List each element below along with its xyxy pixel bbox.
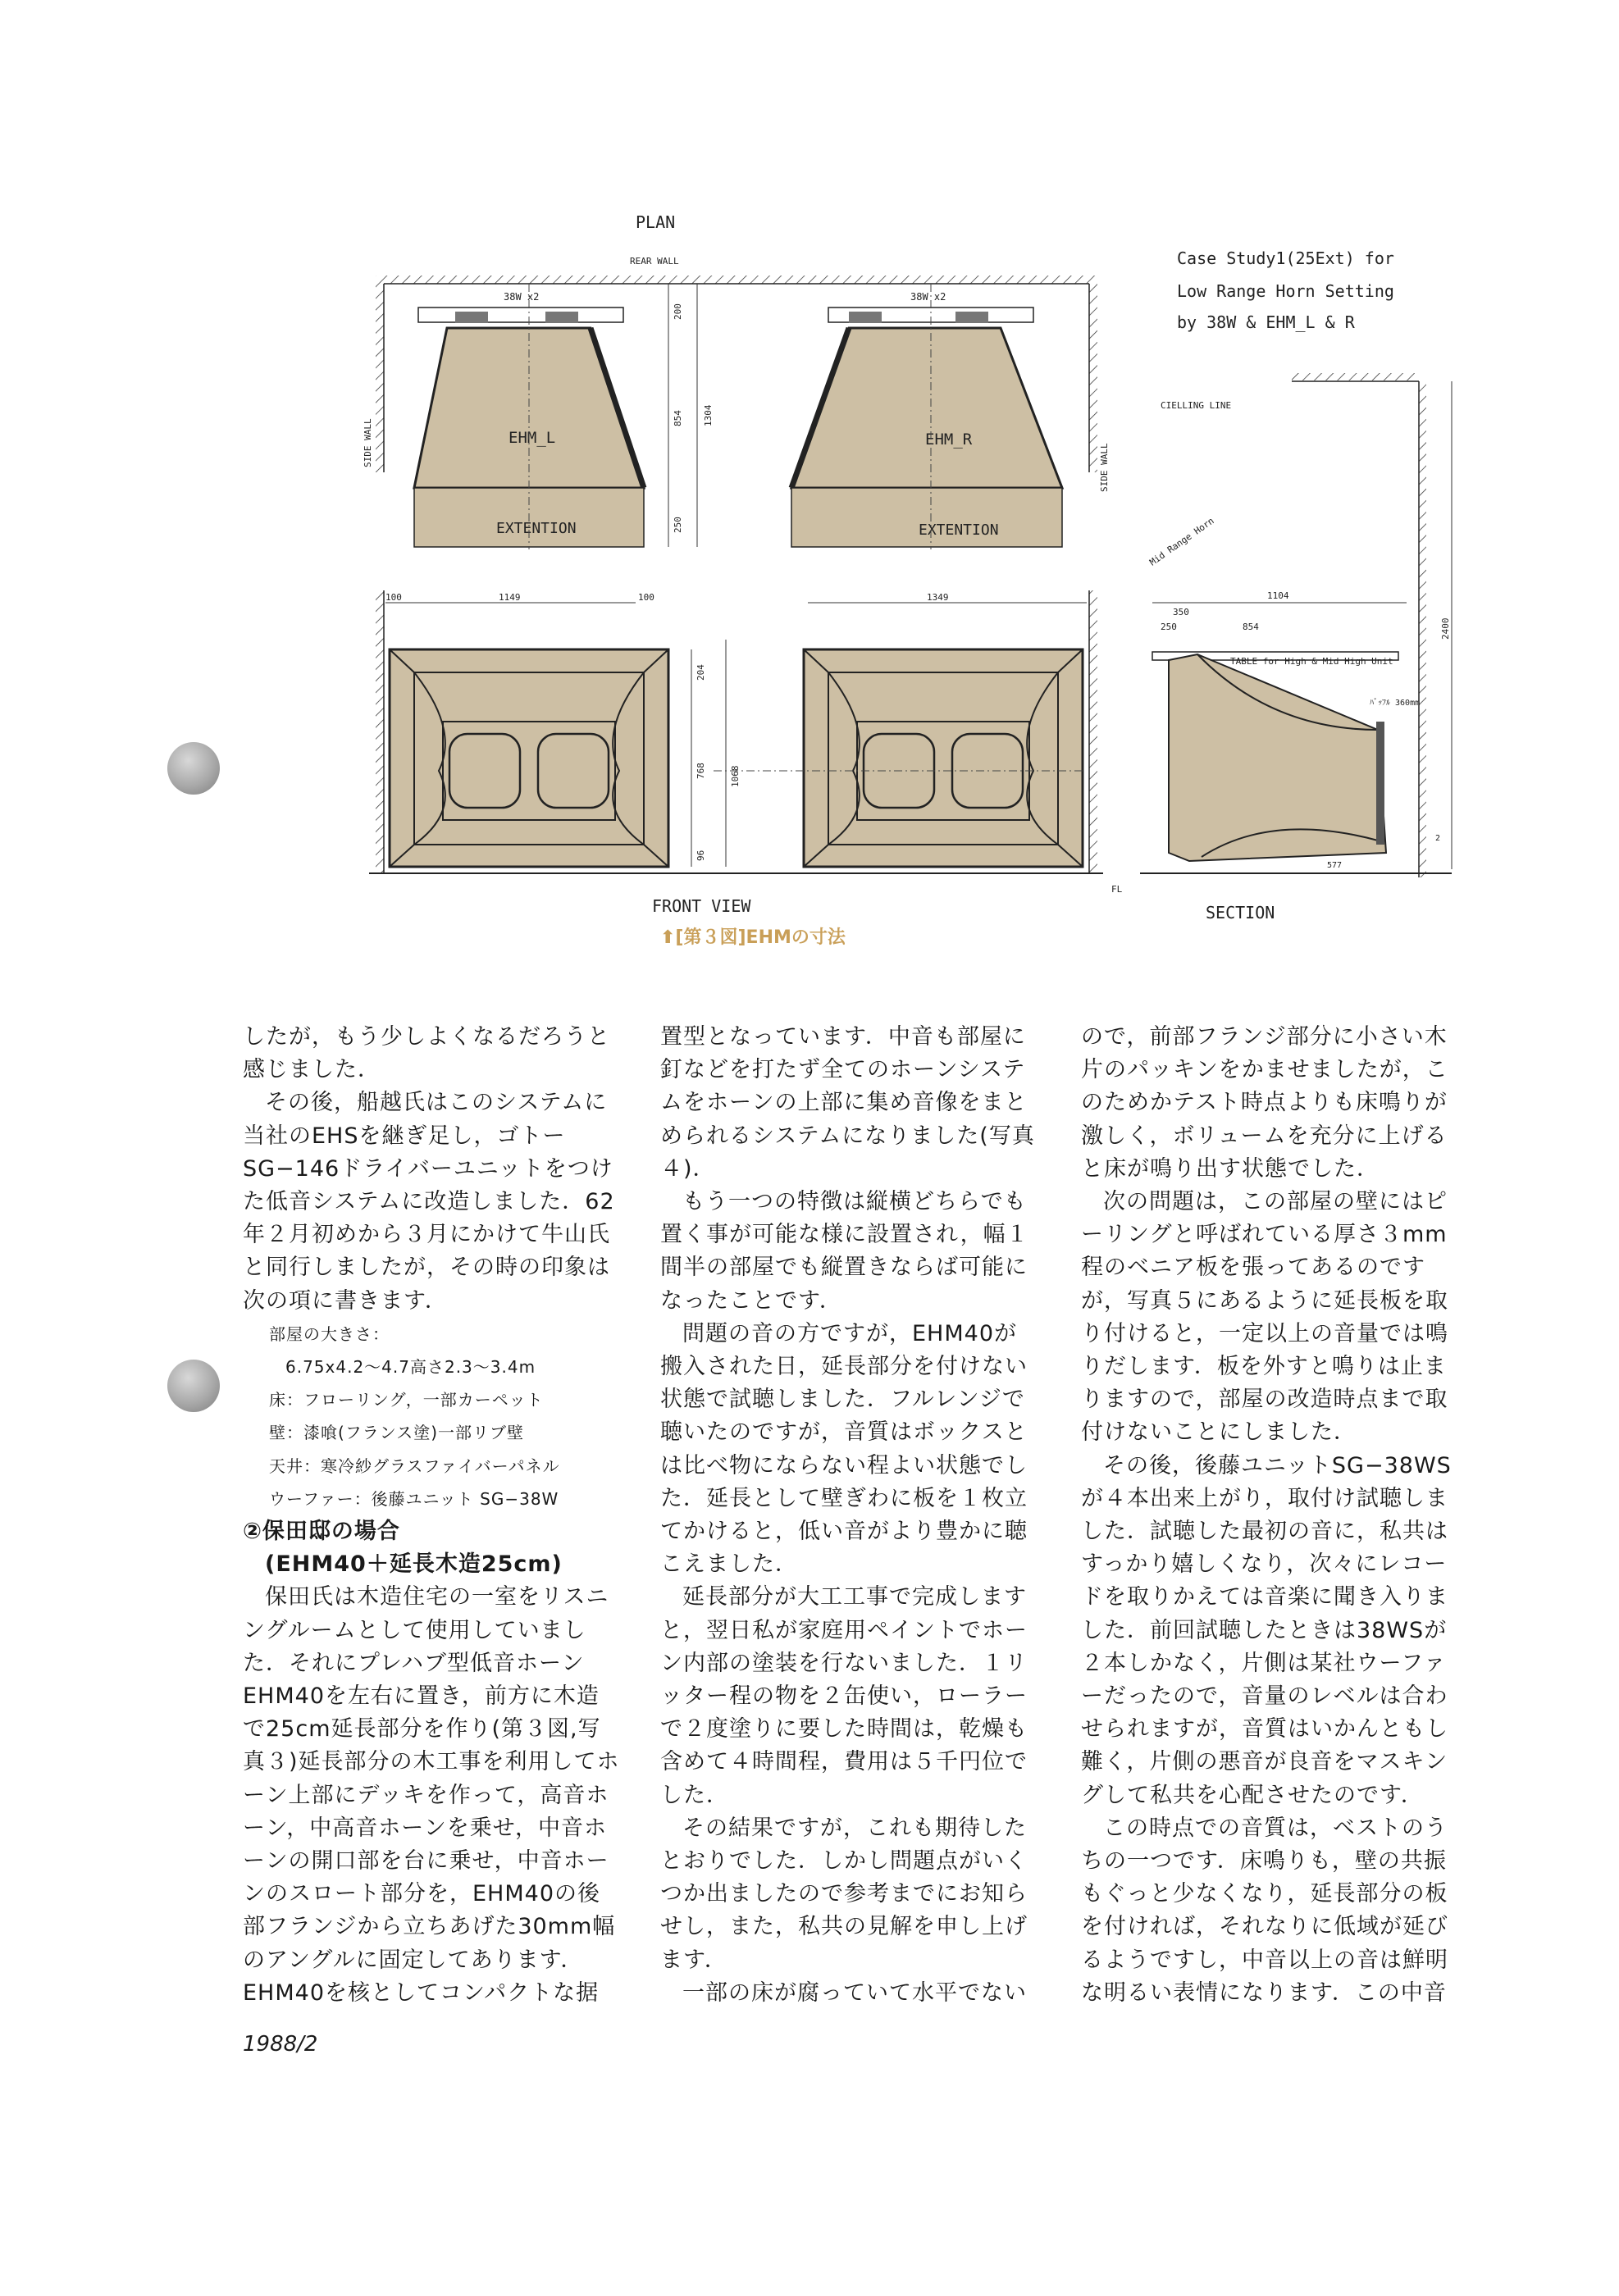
svg-text:204: 204 bbox=[695, 664, 706, 681]
mid-range-horn-label: Mid Range Horn bbox=[1147, 515, 1216, 568]
page-folio: 1988/2 bbox=[243, 2032, 318, 2057]
svg-text:38W x2: 38W x2 bbox=[910, 291, 946, 303]
svg-text:250: 250 bbox=[673, 517, 683, 533]
svg-text:250: 250 bbox=[1161, 622, 1177, 632]
text-column-1: したが，もう少しよくなるだろうと感じました． その後，船越氏はこのシステムに当社のEHSを継ぎ足し，ゴトーSG−146ドライバーユニットをつけた低音システムに改造しました．62年２月初めから３月にかけて牛山氏と同行しましたが，その時の印象は次の項に書きます． 部屋の大きさ： 6.75x4.2〜4.7高さ2.3〜3.4m 床：フローリング，一部カーペット 壁：漆喰(フランス塗)一部リブ壁 天井：寒冷紗グラスファイバーパネル ウーファー：後藤ユニット SG−38W ②保田邸の場合 (EHM40＋延長木造25cm) 保田氏は木造住宅の一室をリスニングルームとして使用していました．それにプレハブ型低音ホーンEHM40を左右に置き，前方に木造で25cm延長部分を作り(第３図,写真３)延長部分の木工事を利用してホーン上部にデッキを作って，高音ホーン，中高音ホーンを乗せ，中音ホーンの開口部を台に乗せ，中音ホーンのスロート部分を，EHM40の後部フランジから立ちあげた30mm幅のアングルに固定してあります．EHM40を核としてコンパクトな据 bbox=[243, 1021, 622, 2010]
text-column-2: 置型となっています．中音も部屋に釘などを打たず全てのホーンシステムをホーンの上部に集め音像をまとめられるシステムになりました(写真４)． もう一つの特徴は縦横どちらでも置く事が可能な様に設置され，幅１間半の部屋でも縦置きならば可能になったことです． 問題の音の方ですが，EHM40が搬入された日，延長部分を付けない状態で試聴しました．フルレンジで聴いたのですが，音質はボックスとは比べ物にならない程よい状態でした．延長として壁ぎわに板を１枚立てかけると，低い音がより豊かに聴こえました． 延長部分が大工工事で完成しますと，翌日私が家庭用ペイントでホーン内部の塗装を行ないました．１リッター程の物を２缶使い，ローラーで２度塗りに要した時間は，乾燥も含めて４時間程，費用は５千円位でした． その結果ですが，これも期待したとおりでした．しかし問題点がいくつか出ましたので参考までにお知らせし，また，私共の見解を申し上げます． 一部の床が腐っていて水平でない bbox=[660, 1024, 1035, 2006]
svg-text:FL: FL bbox=[1111, 884, 1123, 895]
ehm-right-plan bbox=[791, 328, 1062, 488]
extention-left-label: EXTENTION bbox=[496, 520, 577, 537]
svg-text:1068: 1068 bbox=[730, 765, 741, 787]
svg-text:100: 100 bbox=[385, 592, 402, 603]
ehm-dimension-drawing bbox=[353, 205, 1484, 927]
svg-text:768: 768 bbox=[695, 763, 706, 779]
svg-text:350: 350 bbox=[1173, 607, 1189, 617]
svg-text:577: 577 bbox=[1327, 861, 1343, 870]
ceiling-line-label: CIELLING LINE bbox=[1161, 400, 1232, 411]
svg-text:2: 2 bbox=[1435, 834, 1441, 843]
svg-text:1149: 1149 bbox=[499, 592, 521, 603]
figure-caption: ⬆[第３図]EHMの寸法 bbox=[660, 927, 846, 948]
svg-text:TABLE for High & Mid High Unit: TABLE for High & Mid High Unit bbox=[1230, 656, 1393, 667]
ehm-left-front bbox=[390, 649, 668, 867]
section-heading: ②保田邸の場合 bbox=[243, 1519, 400, 1545]
extention-right-label: EXTENTION bbox=[919, 522, 999, 539]
side-wall-right bbox=[1089, 284, 1097, 472]
ehm-right-front bbox=[804, 649, 1083, 867]
punch-hole-bottom bbox=[167, 1360, 220, 1412]
svg-text:Low Range Horn Setting: Low Range Horn Setting bbox=[1177, 281, 1394, 301]
svg-text:854: 854 bbox=[1243, 622, 1259, 632]
front-view-label: FRONT VIEW bbox=[652, 896, 751, 916]
svg-text:Case Study1(25Ext) for: Case Study1(25Ext) for bbox=[1177, 248, 1394, 268]
side-wall-left-label: SIDE WALL bbox=[363, 418, 373, 467]
svg-text:1304: 1304 bbox=[703, 404, 714, 426]
svg-text:2400: 2400 bbox=[1440, 617, 1451, 640]
svg-text:38W x2: 38W x2 bbox=[504, 291, 540, 303]
plan-title: PLAN bbox=[636, 212, 676, 232]
svg-text:100: 100 bbox=[638, 592, 654, 603]
text-column-3: ので，前部フランジ部分に小さい木片のパッキンをかませましたが，このためかテスト時点よりも床鳴りが激しく，ボリュームを充分に上げると床が鳴り出す状態でした． 次の問題は，この部屋の壁にはピーリングと呼ばれている厚さ３mm程のベニア板を張ってあるのですが，写真５にあるように延長板を取り付けると，一定以上の音量では鳴りだします．板を外すと鳴りは止まりますので，部屋の改造時点まで取付けないことにしました． その後，後藤ユニットSG−38WSが４本出来上がり，取付け試聴しました．試聴した最初の音に，私共はすっかり嬉しくなり，次々にレコードを取りかえては音楽に聞き入りました．前回試聴したときは38WSが２本しかなく，片側は某社ウーファーだったので，音量のレベルは合わせられますが，音質はいかんともし難く，片側の悪音が良音をマスキングして私共を心配させたのです． この時点での音質は，ベストのうちの一つです．床鳴りも，壁の共振もぐっと少なくなり，延長部分の板を付ければ，それなりに低域が延びるようですし，中音以上の音は鮮明な明るい表情になります．この中音 bbox=[1081, 1024, 1452, 2006]
svg-text:ﾊﾞｯﾌﾙ 360mm: ﾊﾞｯﾌﾙ 360mm bbox=[1370, 699, 1421, 708]
ehm-left-label: EHM_L bbox=[509, 429, 556, 447]
punch-hole-top bbox=[167, 742, 220, 795]
side-wall-right-label: SIDE WALL bbox=[1099, 443, 1110, 492]
side-wall-left bbox=[376, 284, 384, 472]
svg-text:200: 200 bbox=[673, 303, 683, 320]
rear-wall-label: REAR WALL bbox=[630, 256, 679, 266]
svg-text:96: 96 bbox=[695, 850, 706, 861]
svg-text:1349: 1349 bbox=[927, 592, 949, 603]
svg-text:1104: 1104 bbox=[1267, 590, 1289, 601]
svg-text:by 38W & EHM_L & R: by 38W & EHM_L & R bbox=[1177, 312, 1355, 332]
ehm-right-label: EHM_R bbox=[925, 430, 973, 449]
svg-text:854: 854 bbox=[673, 410, 683, 426]
section-label: SECTION bbox=[1206, 903, 1275, 922]
rear-wall bbox=[376, 276, 1097, 284]
